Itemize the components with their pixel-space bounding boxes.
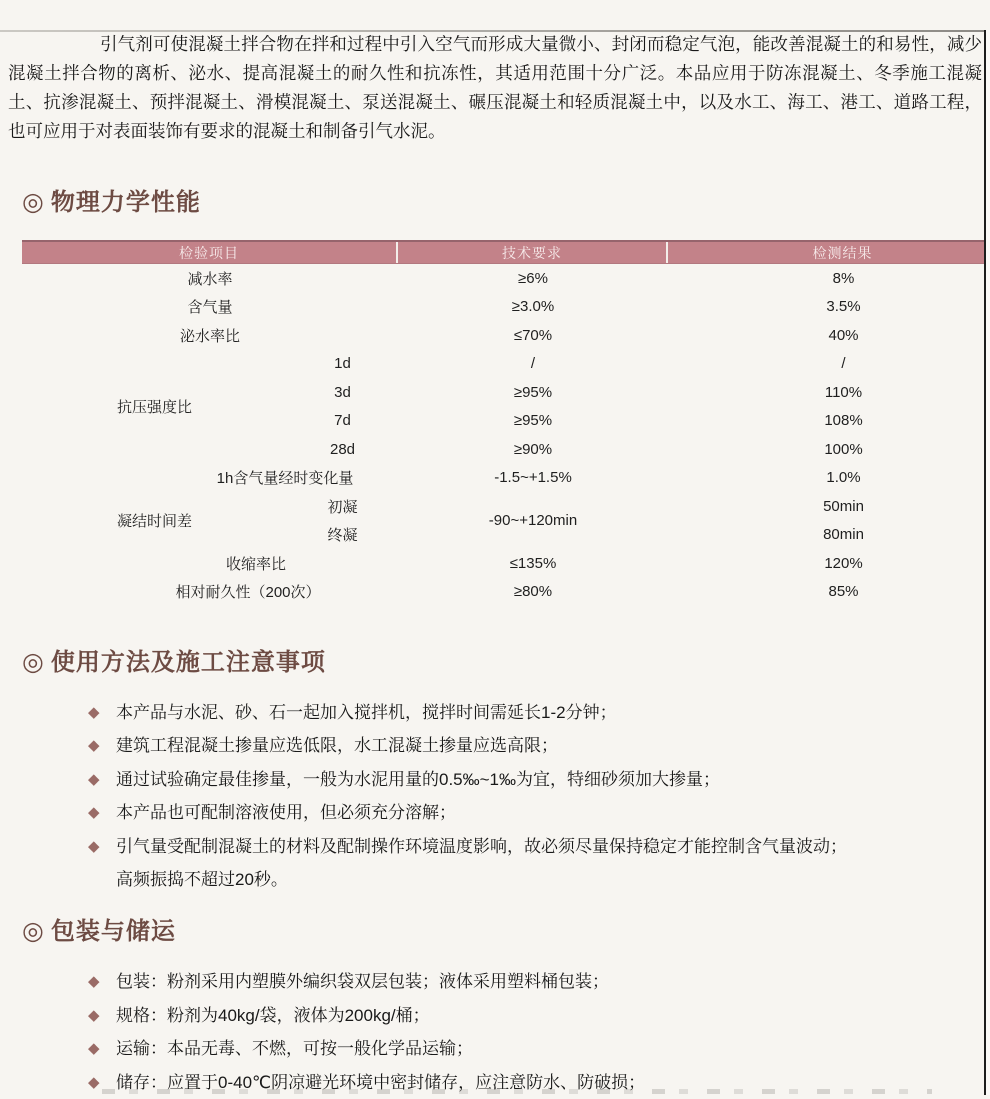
table-cell-group-label: 凝结时间差 bbox=[116, 513, 192, 530]
table-cell-result: 1.0% bbox=[826, 469, 861, 487]
list-item-text: 规格：粉剂为40kg/袋，液体为200kg/桶； bbox=[116, 1005, 430, 1025]
list-item-continuation: 高频振捣不超过20秒。 bbox=[116, 870, 288, 890]
table-cell-requirement: ≥95% bbox=[513, 383, 553, 401]
list-item bbox=[88, 965, 968, 998]
table-cell-result: 80min bbox=[823, 526, 864, 544]
table-cell-group-label: 抗压强度比 bbox=[116, 399, 192, 416]
list-item bbox=[88, 763, 968, 796]
list-item bbox=[88, 999, 968, 1032]
table-cell-result: 40% bbox=[828, 326, 859, 344]
table-cell-result: 120% bbox=[824, 554, 863, 572]
list-item-text: 本产品也可配制溶液使用，但必须充分溶解； bbox=[116, 803, 456, 823]
table-cell-sub-item: 28d bbox=[329, 440, 356, 458]
section-marker-icon: ◎ bbox=[22, 917, 45, 946]
section-heading-physical bbox=[22, 189, 990, 216]
diamond-bullet-icon: ◆ bbox=[88, 704, 100, 721]
table-cell-result: 108% bbox=[824, 412, 863, 430]
table-header-result: 检测结果 bbox=[812, 244, 873, 261]
section-heading-usage bbox=[22, 649, 990, 676]
table-header-item: 检验项目 bbox=[22, 242, 398, 263]
table-cell-sub-item: 初凝 bbox=[327, 498, 358, 516]
table-header-requirement: 技术要求 bbox=[398, 242, 668, 263]
list-item-text: 建筑工程混凝土掺量应选低限，水工混凝土掺量应选高限； bbox=[116, 736, 558, 756]
table-cell-item: 含气量 bbox=[187, 299, 233, 317]
usage-list bbox=[88, 696, 968, 896]
table-cell-sub-item: 7d bbox=[334, 412, 351, 430]
list-item-text: 运输：本品无毒、不燃，可按一般化学品运输； bbox=[116, 1039, 473, 1059]
list-item-text: 本产品与水泥、砂、石一起加入搅拌机，搅拌时间需延长1-2分钟； bbox=[116, 703, 617, 722]
table-cell-item: 收缩率比 bbox=[225, 555, 286, 573]
list-item-text: 包装：粉剂采用内塑膜外编织袋双层包装；液体采用塑料桶包装； bbox=[116, 972, 609, 992]
list-item bbox=[88, 796, 968, 829]
diamond-bullet-icon: ◆ bbox=[88, 737, 100, 755]
diamond-bullet-icon: ◆ bbox=[88, 770, 100, 788]
table-cell-result: 3.5% bbox=[826, 298, 861, 316]
list-item bbox=[88, 696, 968, 729]
list-item bbox=[88, 830, 968, 897]
list-item bbox=[88, 1032, 968, 1065]
table-cell-requirement: -1.5~+1.5% bbox=[494, 469, 572, 487]
table-cell-requirement: ≤135% bbox=[509, 554, 557, 572]
table-cell-item: 1h含气量经时变化量 bbox=[216, 470, 354, 488]
table-cell-requirement: ≤70% bbox=[513, 326, 553, 344]
intro-paragraph: 引气剂可使混凝土拌合物在拌和过程中引入空气而形成大量微小、封闭而稳定气泡，能改善混凝土的和易性，减少混凝土拌合物的离析、泌水、提高混凝土的耐久性和抗冻性，其适用范围十分广泛。本品应用于防冻混凝土、冬季施工混凝土、抗渗混凝土、预拌混凝土、滑模混凝土、泵送混凝土、碾压混凝土和轻质混凝土中，以及水工、海工、港工、道路工程，也可应用于对表面装饰有要求的混凝土和制备引气水泥。 bbox=[8, 34, 982, 141]
table-cell-item: 相对耐久性（200次） bbox=[175, 584, 321, 602]
table-cell-sub-item: 1d bbox=[334, 355, 351, 373]
section-heading-text: 包装与储运 bbox=[50, 918, 176, 946]
table-cell-item: 泌水率比 bbox=[179, 327, 240, 345]
section-heading-text: 使用方法及施工注意事项 bbox=[50, 649, 326, 676]
diamond-bullet-icon: ◆ bbox=[88, 1040, 100, 1058]
packaging-list bbox=[88, 965, 968, 1099]
list-item-text bbox=[116, 830, 847, 897]
table-cell-requirement: ≥80% bbox=[513, 583, 553, 601]
right-edge-scan-line bbox=[984, 30, 986, 1095]
section-marker-icon: ◎ bbox=[22, 648, 45, 676]
cutoff-text-line bbox=[102, 1089, 932, 1094]
properties-table bbox=[22, 264, 985, 606]
table-cell-sub-item: 终凝 bbox=[327, 527, 358, 545]
table-cell-result: / bbox=[841, 355, 846, 373]
table-cell-requirement: ≥90% bbox=[513, 440, 553, 458]
diamond-bullet-icon: ◆ bbox=[88, 804, 100, 822]
section-heading-packaging bbox=[22, 918, 990, 945]
diamond-bullet-icon: ◆ bbox=[88, 973, 100, 991]
table-cell-result: 100% bbox=[824, 440, 863, 458]
table-cell-result: 50min bbox=[823, 497, 864, 515]
table-cell-requirement: / bbox=[530, 355, 536, 373]
diamond-bullet-icon: ◆ bbox=[88, 1073, 100, 1091]
table-cell-requirement: ≥3.0% bbox=[511, 298, 555, 316]
diamond-bullet-icon: ◆ bbox=[88, 837, 100, 855]
list-item-text: 储存：应置于0-40℃阴凉避光环境中密封储存，应注意防水、防破损； bbox=[116, 1072, 646, 1092]
section-marker-icon: ◎ bbox=[22, 188, 45, 216]
table-cell-sub-item: 3d bbox=[334, 383, 351, 401]
table-header-row bbox=[22, 240, 985, 264]
table-cell-requirement: -90~+120min bbox=[488, 512, 578, 529]
page-right-margin bbox=[986, 30, 990, 1095]
list-item bbox=[88, 729, 968, 762]
table-cell-result: 8% bbox=[832, 269, 855, 287]
table-cell-requirement: ≥95% bbox=[513, 412, 553, 430]
table-cell-result: 85% bbox=[828, 583, 859, 601]
list-item-text: 通过试验确定最佳掺量，一般为水泥用量的0.5‰~1‰为宜，特细砂须加大掺量； bbox=[116, 769, 721, 789]
table-cell-result: 110% bbox=[824, 383, 863, 401]
table-cell-requirement: ≥6% bbox=[518, 269, 548, 287]
table-cell-item: 减水率 bbox=[187, 270, 233, 288]
section-heading-text: 物理力学性能 bbox=[50, 189, 201, 216]
diamond-bullet-icon: ◆ bbox=[88, 1006, 100, 1024]
list-item-line: 引气量受配制混凝土的材料及配制操作环境温度影响，故必须尽量保持稳定才能控制含气量波动； bbox=[116, 836, 847, 856]
top-scan-line bbox=[0, 30, 990, 32]
